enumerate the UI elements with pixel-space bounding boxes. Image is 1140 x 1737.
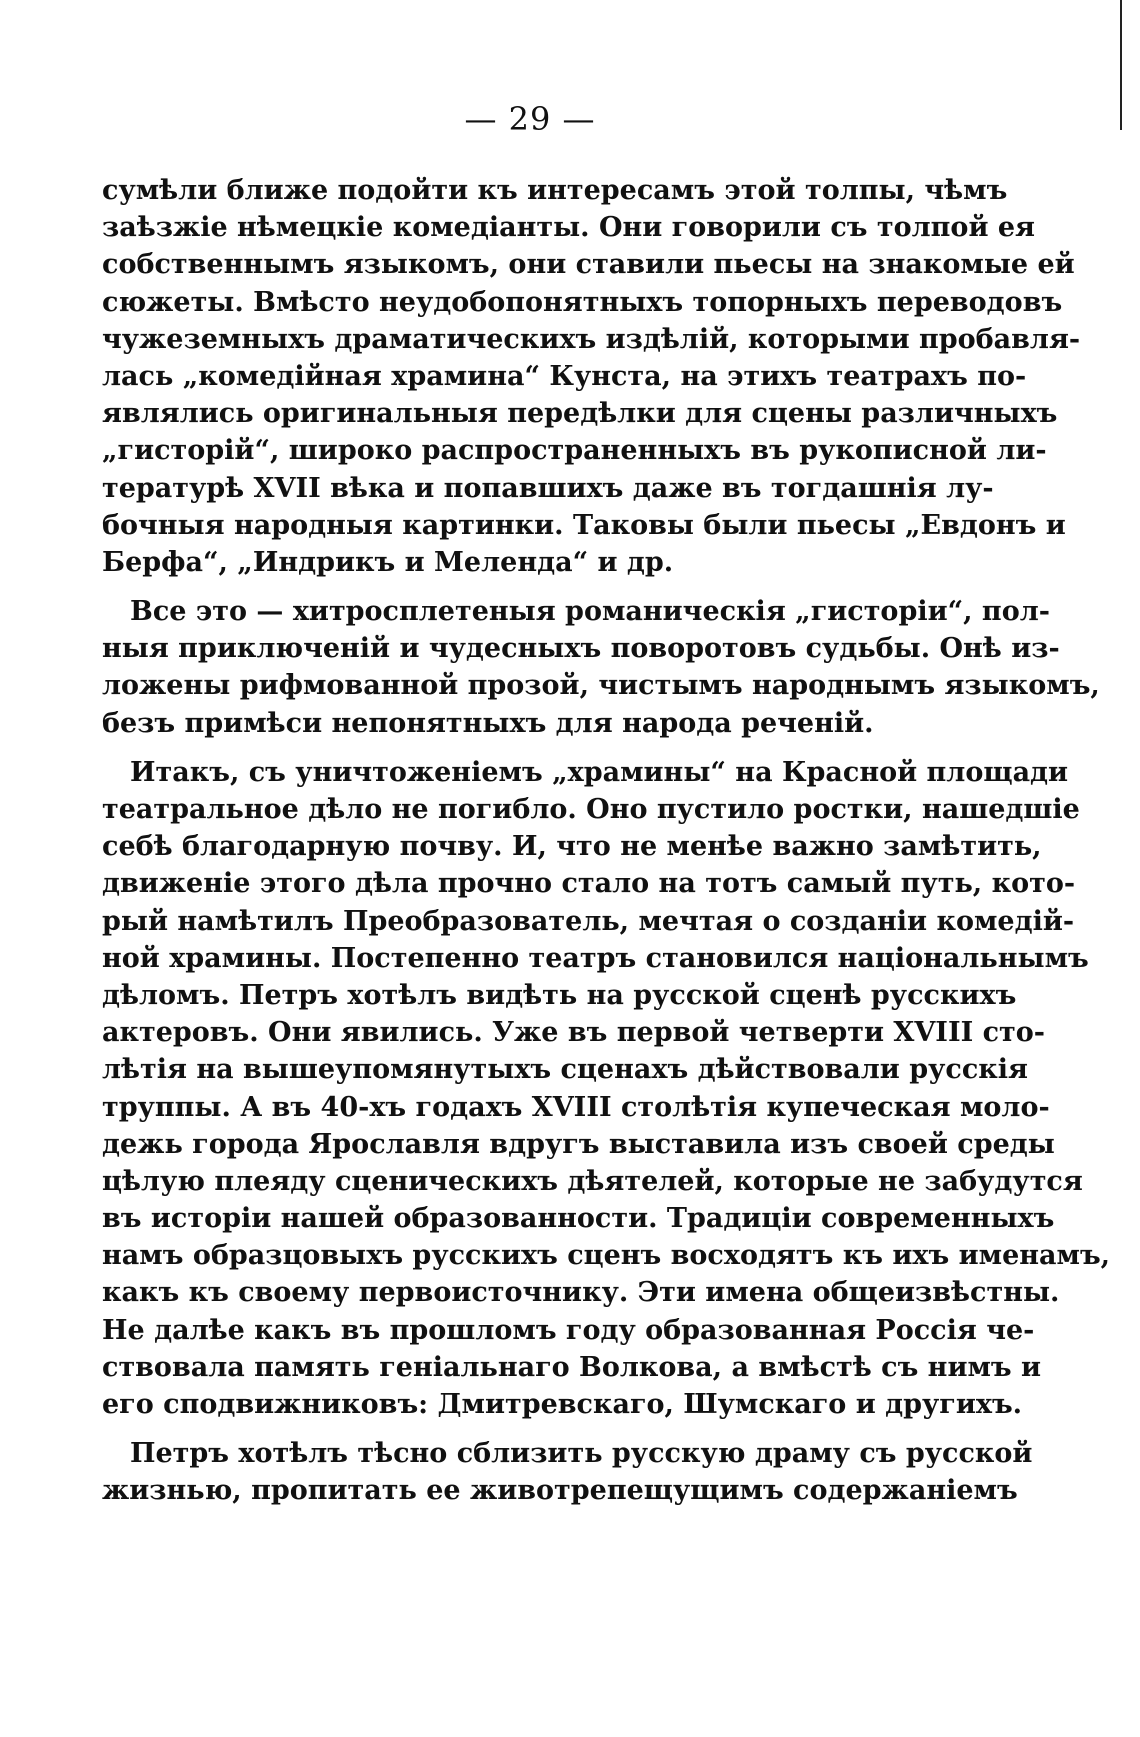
text-line: Не далѣе какъ въ прошломъ году образованная Россія че- (102, 1314, 1035, 1346)
text-line: театральное дѣло не погибло. Оно пустило ростки, нашедшіе (102, 794, 1080, 825)
text-line: намъ образцовыхъ русскихъ сценъ восходятъ къ ихъ именамъ, (102, 1240, 1111, 1272)
text-line: ствовала память геніальнаго Волкова, а вмѣстѣ съ нимъ и (102, 1351, 1042, 1383)
paragraph (102, 172, 1081, 581)
text-line: безъ примѣси непонятныхъ для народа реченій. (102, 707, 874, 739)
text-line: бочныя народныя картинки. Таковы были пьесы „Евдонъ и (102, 509, 1066, 541)
text-line: дежь города Ярославля вдругъ выставила изъ своей среды (102, 1128, 1055, 1160)
paragraph-gap (102, 581, 964, 593)
paragraph (102, 593, 1100, 742)
paragraph (102, 1435, 1033, 1509)
text-line: Все это — хитросплетеныя романическія „гисторіи“, пол- (130, 596, 1050, 628)
text-line: ныя приключеній и чудесныхъ поворотовъ судьбы. Онѣ из- (102, 633, 1060, 665)
text-line: ной храмины. Постепенно театръ становился національнымъ (102, 942, 1089, 974)
text-line: въ исторіи нашей образованности. Традиціи современныхъ (102, 1203, 1055, 1235)
text-line: жизнью, пропитать ее животрепещущимъ содержаніемъ (102, 1475, 1018, 1507)
text-line: Берфа“, „Индрикъ и Меленда“ и др. (102, 546, 674, 578)
text-line: его сподвижниковъ: Дмитревскаго, Шумскаго и другихъ. (102, 1389, 1023, 1420)
text-line: Итакъ, съ уничтоженіемъ „храмины“ на Красной площади (130, 756, 1069, 788)
text-line: цѣлую плеяду сценическихъ дѣятелей, которые не забудутся (102, 1165, 1083, 1197)
text-line: „гисторій“, широко распространенныхъ въ рукописной ли- (102, 435, 1047, 467)
text-line: сумѣли ближе подойти къ интересамъ этой толпы, чѣмъ (102, 175, 1008, 206)
text-line: Петръ хотѣлъ тѣсно сблизить русскую драму съ русской (130, 1438, 1033, 1470)
paragraph-gap (102, 1423, 964, 1435)
body-text (102, 172, 1111, 1510)
text-line: рый намѣтилъ Преобразователь, мечтая о созданіи комедій- (102, 905, 1075, 937)
page-number: — 29 — (464, 100, 596, 138)
text-line: дѣломъ. Петръ хотѣлъ видѣть на русской сценѣ русскихъ (102, 979, 1017, 1011)
text-line: сюжеты. Вмѣсто неудобопонятныхъ топорныхъ переводовъ (102, 286, 1063, 318)
text-line: себѣ благодарную почву. И, что не менѣе важно замѣтить, (102, 831, 1042, 863)
text-line: собственнымъ языкомъ, они ставили пьесы на знакомые ей (102, 249, 1075, 281)
text-line: какъ къ своему первоисточнику. Эти имена общеизвѣстны. (102, 1277, 1060, 1309)
text-line: заѣзжіе нѣмецкіе комедіанты. Они говорили съ толпой ея (102, 212, 1035, 244)
text-line: движеніе этого дѣла прочно стало на тотъ самый путь, кото- (102, 868, 1076, 900)
text-line: являлись оригинальныя передѣлки для сцены различныхъ (102, 398, 1058, 430)
text-line: лась „комедійная храмина“ Кунста, на этихъ театрахъ по- (102, 360, 1027, 392)
text-line: ложены рифмованной прозой, чистымъ народнымъ языкомъ, (102, 670, 1100, 702)
text-line: чужеземныхъ драматическихъ издѣлій, которыми пробавля- (102, 323, 1081, 355)
paragraph (102, 754, 1111, 1423)
text-line: актеровъ. Они явились. Уже въ первой четверти XVIII сто- (102, 1017, 1045, 1049)
text-line: труппы. А въ 40-хъ годахъ XVIII столѣтія купеческая моло- (102, 1091, 1050, 1123)
paragraph-gap (102, 742, 964, 754)
text-line: лѣтія на вышеупомянутыхъ сценахъ дѣйствовали русскія (102, 1054, 1028, 1086)
text-line: тературѣ XVII вѣка и попавшихъ даже въ тогдашнія лу- (102, 472, 994, 504)
page-edge-rule (1120, 0, 1122, 130)
